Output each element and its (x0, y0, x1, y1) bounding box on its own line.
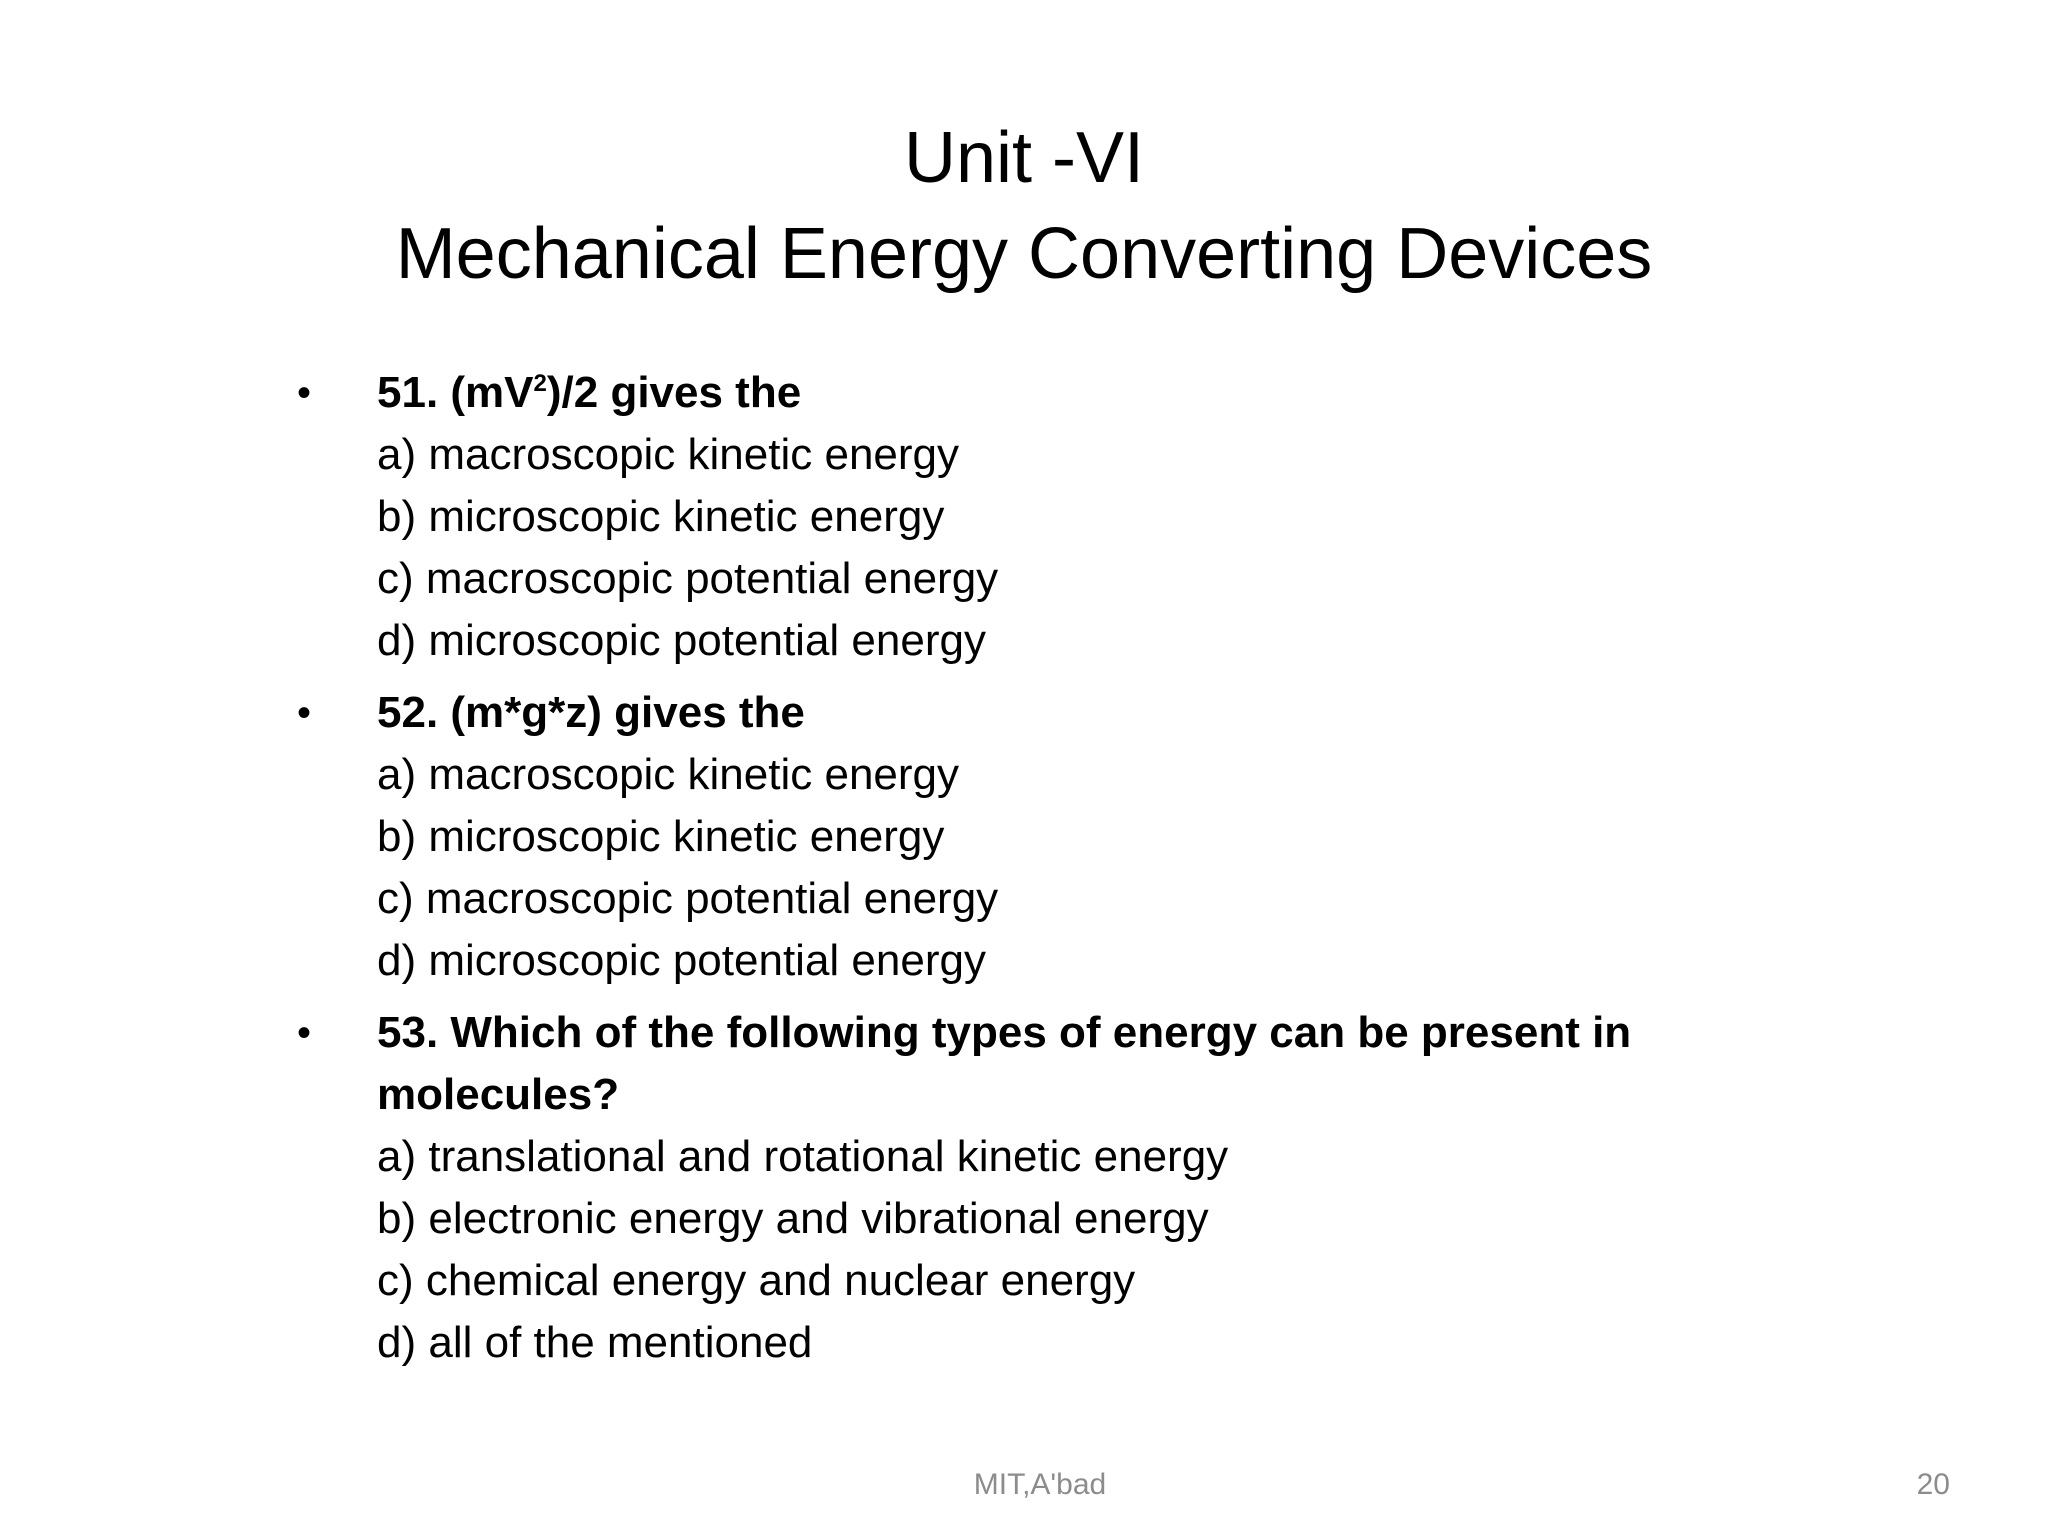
option-c: c) macroscopic potential energy (377, 554, 999, 603)
footer-institution: MIT,A'bad (973, 1468, 1107, 1501)
option-c: c) macroscopic potential energy (377, 874, 999, 923)
question-53 (297, 1002, 1747, 1374)
option-c: c) chemical energy and nuclear energy (377, 1256, 1136, 1305)
bullet-icon: • (297, 1011, 312, 1055)
option-d: d) all of the mentioned (377, 1318, 813, 1367)
option-b: b) microscopic kinetic energy (377, 492, 945, 541)
option-d: d) microscopic potential energy (377, 616, 986, 665)
option-a: a) translational and rotational kinetic energy (377, 1132, 1229, 1181)
question-text: 53. Which of the following types of energy can be present in molecules? (377, 1008, 1632, 1119)
question-52 (297, 682, 1747, 992)
question-text: 51. $(mV^2)/2$ gives the (377, 368, 802, 417)
option-b: b) electronic energy and vibrational energy (377, 1194, 1209, 1243)
slide-title (0, 110, 2048, 302)
bullet-icon: • (297, 371, 312, 415)
question-51 (297, 362, 1747, 672)
title-line-unit: Unit -VI (903, 118, 1145, 198)
option-b: b) microscopic kinetic energy (377, 812, 945, 861)
question-list (297, 362, 1747, 1384)
option-a: a) macroscopic kinetic energy (377, 430, 960, 479)
bullet-icon: • (297, 691, 312, 735)
question-text: 52. (m*g*z) gives the (377, 688, 805, 737)
option-a: a) macroscopic kinetic energy (377, 750, 960, 799)
page-number: 20 (1916, 1468, 1950, 1501)
option-d: d) microscopic potential energy (377, 936, 986, 985)
title-line-topic: Mechanical Energy Converting Devices (395, 214, 1653, 294)
superscript: 2 (533, 370, 547, 397)
